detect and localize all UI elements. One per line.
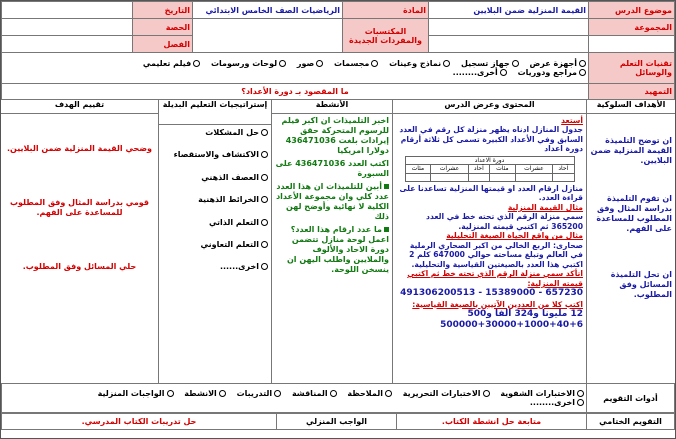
place-cell: مئات: [490, 165, 516, 174]
strategy-option[interactable]: التعلم الذاتي: [162, 217, 268, 229]
chapter-label: الفصل: [133, 36, 193, 53]
assessment-item: قومي بدراسة المثال وفق المطلوب للمساعدة على الفهم.: [9, 198, 150, 217]
footer-final-table: [1, 413, 675, 430]
tool-option[interactable]: مراجع ودوريات: [518, 68, 586, 77]
period-label: الحصة: [133, 19, 193, 36]
objectives-column: [586, 100, 675, 383]
strategy-option[interactable]: الخرائط الذهنية: [162, 194, 268, 206]
concepts-label: المكتسبات والمفردات الجديدة: [343, 19, 429, 53]
eval-tools-list: [2, 384, 587, 413]
subject-value: الرياضيات الصف الخامس الابتدائي: [193, 2, 343, 19]
eval-option[interactable]: الواجبات المنزلية: [98, 389, 174, 398]
body-section: [1, 100, 675, 383]
activity-item: اكتب العدد 436471036 على السبورة: [275, 159, 389, 178]
date-value[interactable]: [2, 2, 133, 19]
topic-label: موضوع الدرس: [589, 2, 675, 19]
strategy-option[interactable]: العصف الذهني: [162, 172, 268, 184]
spacer-cell: [429, 36, 589, 53]
final-eval-label: التقويم الختامي: [587, 414, 675, 430]
warmup-title: أستعد: [561, 116, 583, 125]
assessment-header: تقييم الهدف: [1, 100, 158, 114]
eval-tools-label: أدوات التقويم: [587, 384, 675, 413]
period-value[interactable]: [2, 19, 133, 36]
tool-option[interactable]: جهاز تسجيل: [461, 59, 519, 68]
place-cell: عشرات: [431, 165, 468, 174]
spacer-cell: [589, 36, 675, 53]
task-numbers: 12 مليونا و324 الفا و500: [467, 309, 583, 319]
strategy-option[interactable]: الاكتشاف والاستقصاء: [162, 149, 268, 161]
strategies-header: إستراتيجيات التعليم البديلة: [159, 100, 271, 125]
activity-item: اخبر التلميذات ان اكبر فيلم للرسوم المتحركة حقق إيرادات بلغت 436471036 دولارا امريكيا: [281, 116, 389, 155]
task-numbers: 500000+30000+1000+40+6: [440, 320, 583, 331]
content-paragraph: منازل ارقام العدد او قيمتها المنزلية تساعدنا على قراءة العدد.: [399, 183, 583, 203]
tool-option[interactable]: مجسمات: [334, 59, 378, 68]
tools-list: [2, 53, 589, 84]
eval-option[interactable]: التدريبات: [237, 389, 282, 398]
example-text: سمي منزلة الرقم الذي تحته خط في العدد 365200 ثم اكتبي قيمته المنزلية.: [426, 212, 583, 231]
content-paragraph: جدول المنازل ادناه يظهر منزلة كل رقم في العدد السابق وفي الأعداد الكبيرة تسمى كل ثلاثة أرقام دورة اعداد: [399, 125, 583, 154]
concepts-value[interactable]: [193, 19, 343, 53]
assessment-item: وضحي القيمة المنزلية ضمن البلايين.: [6, 144, 153, 153]
life-example-title: مثال من واقع الحياة الصيغة التحليلية: [446, 231, 583, 241]
tool-option[interactable]: نماذج وعينات: [389, 59, 450, 68]
header-table: [1, 1, 675, 100]
intro-value: ما المقصود بـ دورة الأعداد؟: [2, 84, 589, 100]
tool-option[interactable]: صور: [297, 59, 323, 68]
intro-label: التمهيد: [589, 84, 675, 100]
activity-item: أبين للتلميذات ان هذا العدد عدد كلي وان مجموعة الأعداد الكلية لا نهائية وأوضح لهن ذلك: [276, 182, 389, 221]
homework-label: الواجب المنزلي: [277, 414, 397, 430]
example-title: مثال القيمة المنزلية: [507, 202, 583, 212]
place-value-table: [405, 156, 575, 182]
objective-item: ان توضح التلميذة القيمة المنزلية ضمن البلايين.: [590, 136, 672, 165]
task-title: اتأكد سمي منزلة الرقم الذي تحته خط ثم اكتبي قيمته المنزلية:: [407, 269, 583, 288]
tool-option[interactable]: أخرى........: [453, 68, 507, 77]
objective-item: ان تحل التلميذة المسائل وفق المطلوب.: [610, 270, 672, 299]
place-cell: مئات: [405, 165, 431, 174]
tools-label: تقنيات التعلم والوسائل: [589, 53, 675, 84]
strategy-option[interactable]: اخرى......: [162, 261, 268, 273]
assessment-item: حلي المسائل وفق المطلوب.: [22, 262, 137, 271]
footer-table: [1, 383, 675, 413]
task-title: اكتب كلا من العددين الآتيين بالصيغة القياسية:: [412, 299, 583, 309]
homework-value: حل تدريبات الكتاب المدرسي.: [2, 414, 277, 430]
group-label: المجموعة: [589, 19, 675, 36]
tool-option[interactable]: فيلم تعليمي: [143, 59, 200, 68]
activities-header: الأنشطة: [272, 100, 392, 114]
strategy-option[interactable]: حل المشكلات: [162, 127, 268, 139]
activity-item: ما عدد ارقام هذا العدد؟ اعمل لوحة منازل تتضمن دورة الاحاد والألوف والملايين واطلب اليهن ان ينسخن اللوحة.: [286, 225, 389, 274]
tool-option[interactable]: لوحات ورسومات: [211, 59, 286, 68]
strategies-column: [158, 100, 271, 383]
place-cell: آحاد: [553, 165, 574, 174]
activities-column: [271, 100, 392, 383]
subject-label: المادة: [343, 2, 429, 19]
life-example-text: صحارى: الربع الخالي من اكبر الصحاري الرملية في العالم وتبلغ مساحته حوالي 647000 كلم 2 اكتبي هذا العدد بالصيغتين القياسية والتحليلية.: [409, 240, 583, 269]
task-numbers: 657230 - 15389000 - 491306200513: [400, 288, 583, 299]
date-label: التاريخ: [133, 2, 193, 19]
eval-option[interactable]: الاختبارات التحريرية: [403, 389, 490, 398]
eval-option[interactable]: الملاحظة: [347, 389, 392, 398]
group-value[interactable]: [429, 19, 589, 36]
objective-item: ان تقوم التلميذة بدراسة المثال وفق المطلوب للمساعدة على الفهم.: [596, 194, 672, 233]
content-header: المحتوى وعرض الدرس: [393, 100, 586, 114]
place-value-title: دورة الاعداد: [405, 156, 574, 165]
eval-option[interactable]: الاختبارات الشفوية: [500, 389, 584, 398]
tool-option[interactable]: أجهزة عرض: [530, 59, 586, 68]
place-cell: عشرات: [515, 165, 552, 174]
chapter-value[interactable]: [2, 36, 133, 53]
place-cell: آحاد: [468, 165, 489, 174]
assessment-column: [1, 100, 158, 383]
eval-option[interactable]: المناقشة: [292, 389, 337, 398]
topic-value: القيمة المنزلية ضمن البلايين: [429, 2, 589, 19]
eval-option[interactable]: اخرى........: [530, 398, 584, 407]
final-eval-value: متابعة حل انشطة الكتاب.: [397, 414, 587, 430]
strategy-option[interactable]: التعلم التعاوني: [162, 239, 268, 251]
objectives-header: الأهداف السلوكية: [587, 100, 675, 114]
eval-option[interactable]: الانشطة: [184, 389, 226, 398]
content-column: [392, 100, 586, 383]
